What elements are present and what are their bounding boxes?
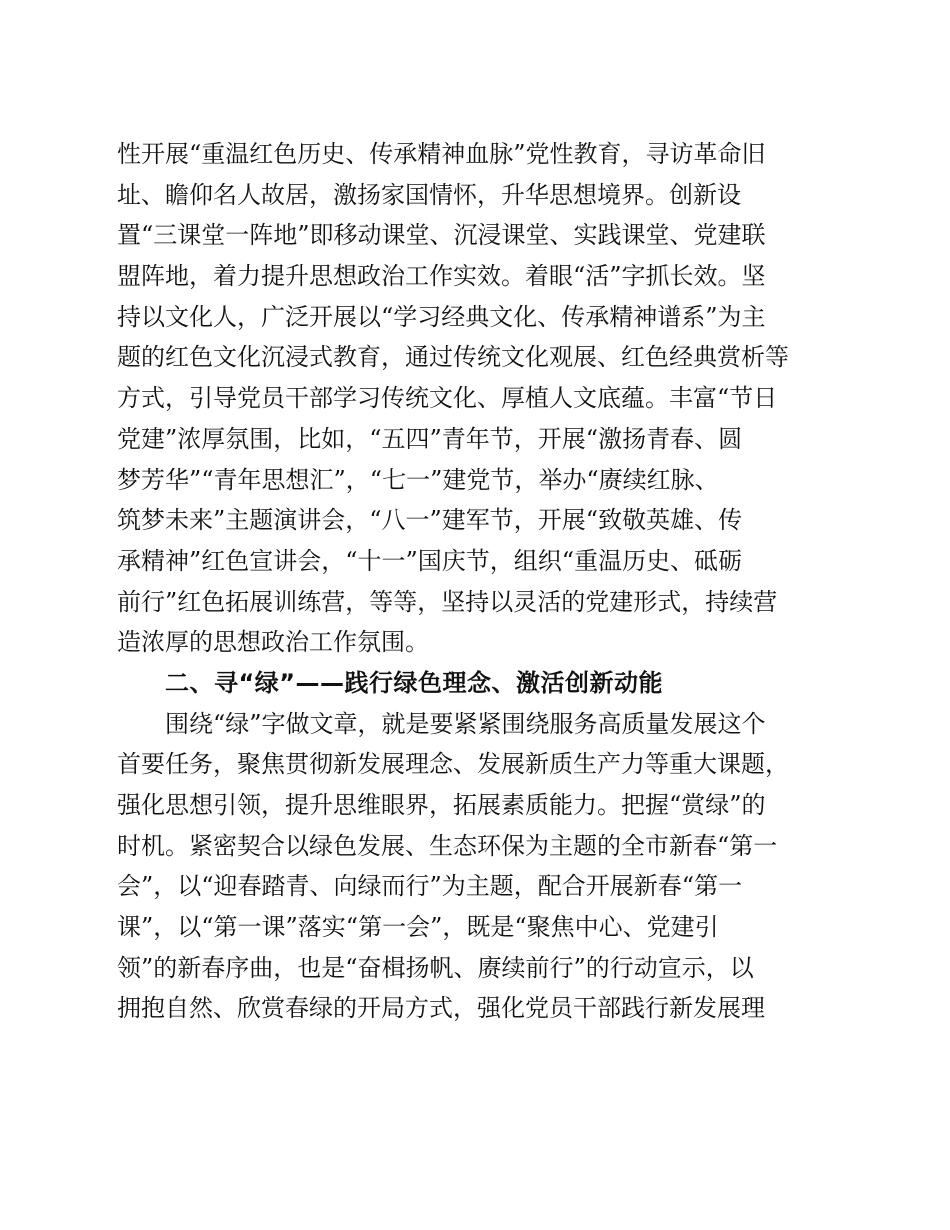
paragraph-line: 会”，以“迎春踏青、向绿而行”为主题，配合开展新春“第一 — [117, 872, 743, 901]
paragraph-line: 置“三课堂一阵地”即移动课堂、沉浸课堂、实践课堂、党建联 — [117, 221, 766, 250]
paragraph-line: 址、瞻仰名人故居，激扬家国情怀，升华思想境界。创新设 — [117, 180, 741, 209]
paragraph-line: 拥抱自然、欣赏春绿的开局方式，强化党员干部践行新发展理 — [117, 994, 765, 1023]
document-body — [117, 134, 817, 1029]
paragraph-line: 梦芳华”“青年思想汇”，“七一”建党节，举办“赓续红脉、 — [117, 465, 719, 494]
paragraph-line: 题的红色文化沉浸式教育，通过传统文化观展、红色经典赏析等 — [117, 343, 789, 372]
paragraph-line: 前行”红色拓展训练营，等等，坚持以灵活的党建形式，持续营 — [117, 587, 778, 616]
paragraph-line: 强化思想引领，提升思维眼界，拓展素质能力。把握“赏绿”的 — [117, 791, 766, 819]
paragraph-line: 承精神”红色宣讲会，“十一”国庆节，组织“重温历史、砥砺 — [117, 546, 743, 575]
paragraph-line: 性开展“重温红色历史、传承精神血脉”党性教育，寻访革命旧 — [117, 140, 766, 168]
paragraph-line: 时机。紧密契合以绿色发展、生态环保为主题的全市新春“第一 — [117, 831, 778, 860]
paragraph-line: 党建”浓厚氛围，比如，“五四”青年节，开展“激扬青春、圆 — [117, 424, 743, 453]
paragraph-line: 方式，引导党员干部学习传统文化、厚植人文底蕴。丰富“节日 — [117, 384, 778, 413]
paragraph-line: 筑梦未来”主题演讲会，“八一”建军节，开展“致敬英雄、传 — [117, 506, 743, 535]
paragraph-line: 围绕“绿”字做文章，就是要紧紧围绕服务高质量发展这个 — [165, 709, 766, 738]
section-heading: 二、寻“绿”——践行绿色理念、激活创新动能 — [165, 668, 664, 697]
paragraph-line: 首要任务，聚焦贯彻新发展理念、发展新质生产力等重大课题， — [117, 750, 789, 779]
paragraph-line: 课”，以“第一课”落实“第一会”，既是“聚焦中心、党建引 — [117, 913, 719, 942]
paragraph-line: 持以文化人，广泛开展以“学习经典文化、传承精神谱系”为主 — [117, 302, 766, 331]
paragraph-line: 造浓厚的思想政治工作氛围。 — [117, 628, 429, 657]
paragraph-line: 盟阵地，着力提升思想政治工作实效。着眼“活”字抓长效。坚 — [117, 262, 766, 291]
paragraph-line: 领”的新春序曲，也是“奋楫扬帆、赓续前行”的行动宣示，以 — [117, 953, 754, 982]
